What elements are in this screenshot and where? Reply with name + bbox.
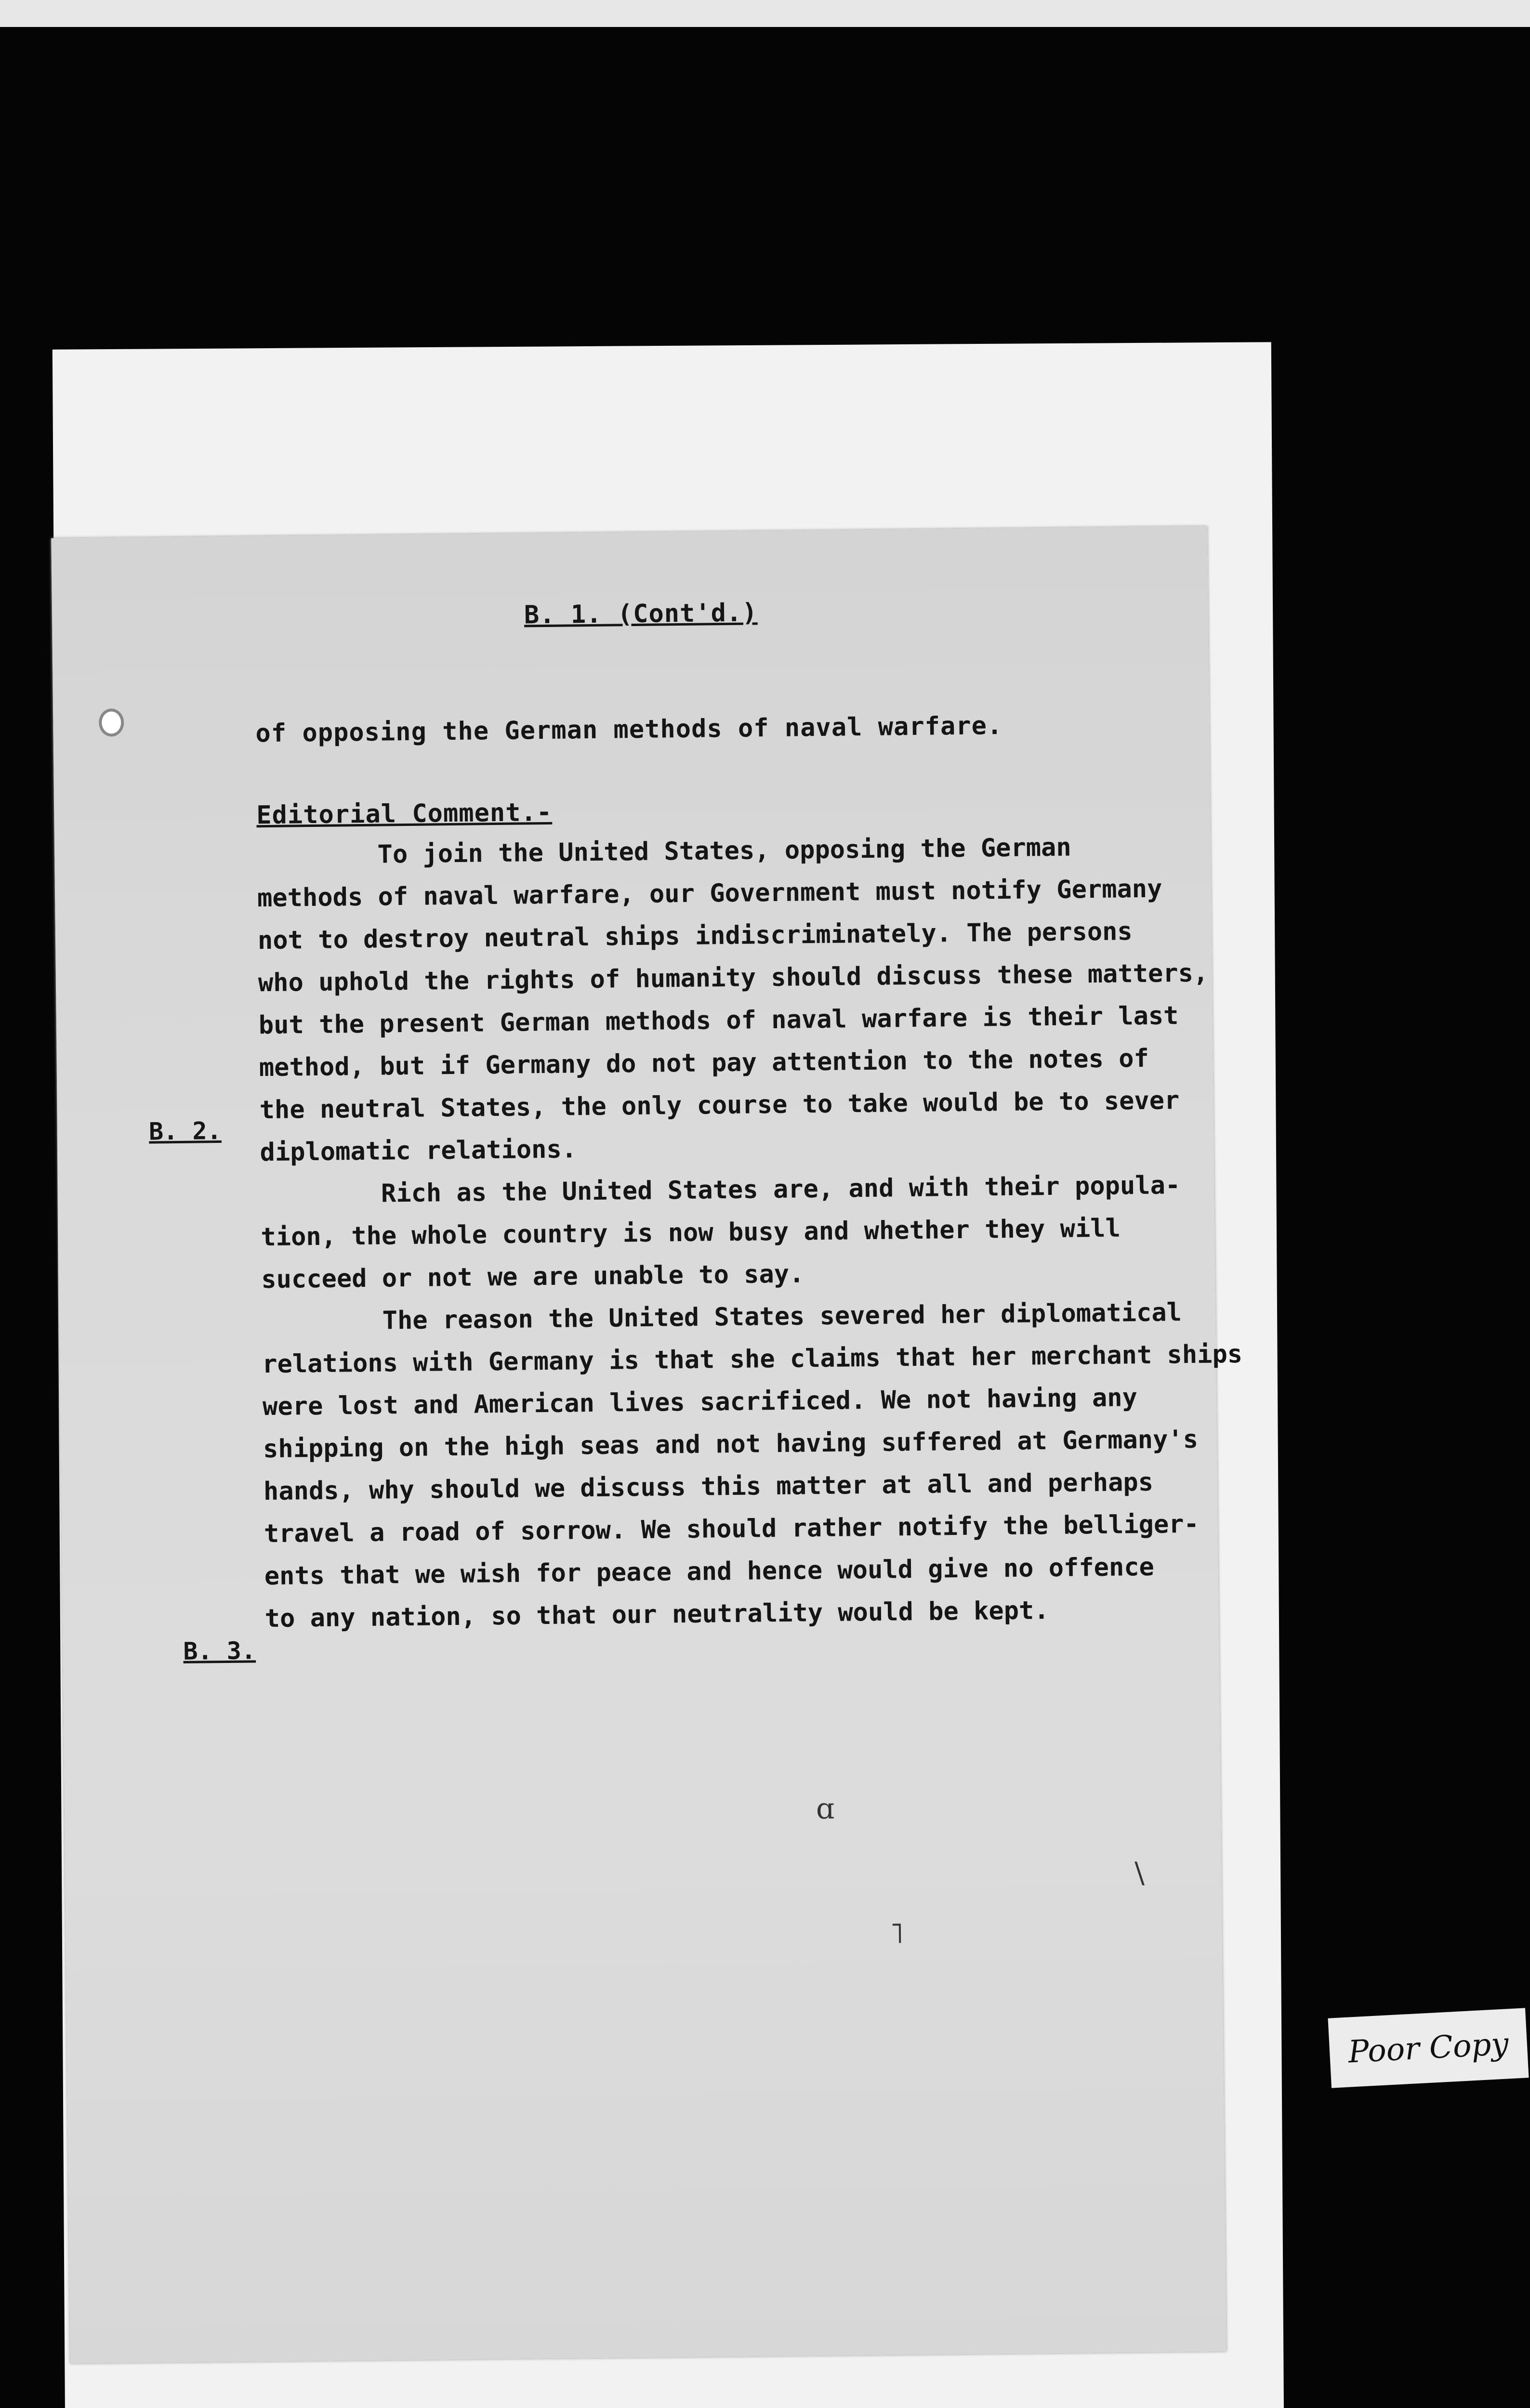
punch-hole	[99, 708, 124, 737]
margin-note: B. 3.	[183, 1636, 256, 1665]
text-line: method, but if Germany do not pay attention to the notes of	[259, 1044, 1149, 1083]
pencil-mark: \	[1134, 1856, 1145, 1890]
text-line: but the present German methods of naval warfare is their last	[258, 1001, 1179, 1040]
text-line: diplomatic relations.	[260, 1135, 577, 1167]
pencil-mark: ɑ	[816, 1792, 835, 1826]
top-strip	[0, 0, 1530, 27]
text-line: ents that we wish for peace and hence would give no offence	[264, 1552, 1155, 1591]
body-text	[256, 825, 1243, 1640]
text-line: tion, the whole country is now busy and whether they will	[261, 1214, 1121, 1252]
lead-line: of opposing the German methods of naval warfare.	[255, 711, 1003, 748]
document-page	[51, 526, 1243, 2364]
text-line: the neutral States, the only course to take would be to sever	[259, 1086, 1180, 1125]
text-line: were lost and American lives sacrificed. We not having any	[262, 1383, 1138, 1422]
text-line: who uphold the rights of humanity should discuss these matters,	[258, 958, 1209, 998]
text-line: To join the United States, opposing the German	[256, 833, 1071, 871]
text-line: The reason the United States severed her diplomatical	[261, 1298, 1182, 1337]
text-line: to any nation, so that our neutrality would be kept.	[264, 1596, 1049, 1634]
text-line: hands, why should we discuss this matter at all and perhaps	[263, 1467, 1154, 1506]
margin-note: B. 2.	[148, 1117, 222, 1146]
text-line: shipping on the high seas and not having suffered at Germany's	[263, 1425, 1199, 1464]
editorial-label: Editorial Comment.-	[256, 798, 553, 830]
text-line: methods of naval warfare, our Government must notify Germany	[257, 874, 1162, 913]
text-line: relations with Germany is that she claims that her merchant ships	[262, 1339, 1243, 1379]
text-line: not to destroy neutral ships indiscriminately. The persons	[257, 917, 1133, 955]
text-line: succeed or not we are unable to say.	[261, 1259, 805, 1295]
text-line: Rich as the United States are, and with their popula-	[260, 1171, 1181, 1210]
page-heading: B. 1. (Cont'd.)	[524, 598, 758, 630]
pencil-mark: ˥	[889, 1916, 904, 1950]
poor-copy-stamp: Poor Copy	[1328, 2008, 1529, 2088]
text-line: travel a road of sorrow. We should rather notify the belliger-	[264, 1509, 1200, 1549]
